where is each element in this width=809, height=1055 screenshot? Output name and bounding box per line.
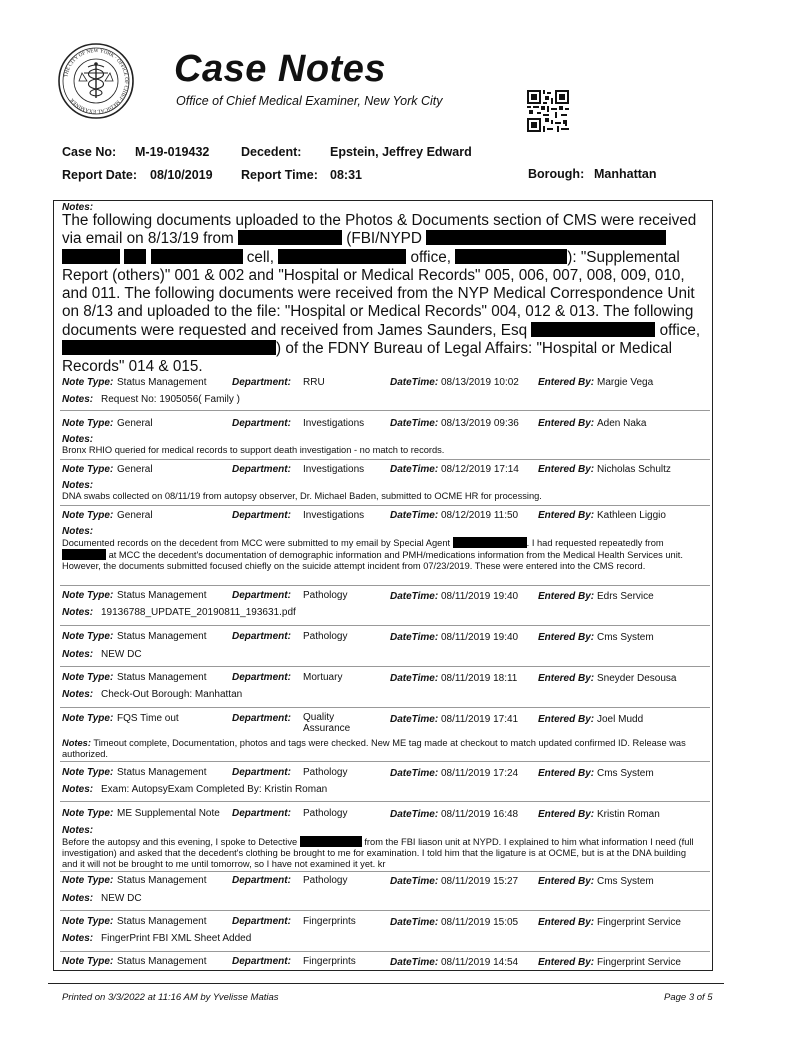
datetime-label: DateTime:: [390, 377, 439, 388]
department-label: Department:: [232, 713, 291, 724]
note-type-value: General: [117, 464, 153, 475]
department-value: Quality Assurance: [303, 712, 351, 734]
notes-label: Notes:: [62, 480, 94, 491]
department-label: Department:: [232, 875, 291, 886]
department-label: Department:: [232, 377, 291, 388]
department-label: Department:: [232, 808, 291, 819]
department-value: Pathology: [303, 875, 348, 886]
note-type-value: Status Management: [117, 875, 207, 886]
note-type-value: Status Management: [117, 631, 207, 642]
note-text: NEW DC: [101, 649, 142, 660]
note-type-label: Note Type:: [62, 956, 114, 967]
entered-by-label: Entered By:: [538, 591, 595, 602]
entered-by-label: Entered By:: [538, 632, 595, 643]
department-label: Department:: [232, 418, 291, 429]
printed-info: Printed on 3/3/2022 at 11:16 AM by Yvelisse Matias: [62, 992, 279, 1003]
entered-by-value: Margie Vega: [597, 377, 654, 388]
note-text: Documented records on the decedent from MCC were submitted to my email by Special Agent . I had requested repeatedly from at MCC the decedent's documentation of demographic information and PMH/medications information from the Medical Health Services unit. However, the documents submitted focused chiefly on the suicide attempt incident from 07/23/2019. These were entered into the CMS record.: [62, 538, 683, 571]
office-subtitle: Office of Chief Medical Examiner, New York City: [176, 94, 443, 108]
note-text: Before the autopsy and this evening, I spoke to Detective from the FBI liason unit at NYPD. I explained to him what information I need (full investigation) and asked that the decedent's clothing be brought to me for examination. I told him that the ligature is at OCME, but is at the DNA building and it will not be brought to me until tomorrow, so I have not examined it yet. kr: [62, 837, 694, 869]
department-value: Pathology: [303, 767, 348, 778]
datetime-value: 08/11/2019 15:05: [441, 917, 519, 928]
datetime-label: DateTime:: [390, 876, 439, 887]
datetime-label: DateTime:: [390, 768, 439, 779]
department-label: Department:: [232, 916, 291, 927]
note-type-value: ME Supplemental Note: [117, 808, 220, 819]
notes-label: Notes:: [62, 526, 94, 537]
note-type-label: Note Type:: [62, 916, 114, 927]
entered-by-value: Cms System: [597, 876, 654, 887]
note-text: Request No: 1905056( Family ): [101, 394, 240, 405]
datetime-value: 08/13/2019 09:36: [441, 418, 519, 429]
department-value: RRU: [303, 377, 325, 388]
note-type-label: Note Type:: [62, 875, 114, 886]
department-value: Investigations: [303, 510, 365, 521]
row-divider: [60, 459, 710, 460]
datetime-value: 08/11/2019 14:54: [441, 957, 519, 968]
note-text: FingerPrint FBI XML Sheet Added: [101, 933, 252, 944]
department-value: Mortuary: [303, 672, 343, 683]
row-divider: [60, 707, 710, 708]
department-label: Department:: [232, 510, 291, 521]
notes-label: Notes:: [62, 394, 94, 405]
entered-by-label: Entered By:: [538, 768, 595, 779]
borough-value: Manhattan: [594, 167, 657, 181]
datetime-value: 08/12/2019 17:14: [441, 464, 519, 475]
datetime-label: DateTime:: [390, 464, 439, 475]
datetime-value: 08/11/2019 19:40: [441, 632, 519, 643]
note-text: Exam: AutopsyExam Completed By: Kristin Roman: [101, 784, 328, 795]
footer-divider: [48, 983, 724, 984]
redaction: [62, 549, 106, 560]
datetime-value: 08/11/2019 17:24: [441, 768, 519, 779]
case-no-label: Case No:: [62, 145, 117, 159]
redaction: [300, 836, 362, 847]
department-label: Department:: [232, 631, 291, 642]
datetime-label: DateTime:: [390, 673, 439, 684]
department-value: Investigations: [303, 464, 365, 475]
notes-label: Notes:: [62, 649, 94, 660]
department-value: Investigations: [303, 418, 365, 429]
entered-by-label: Entered By:: [538, 673, 595, 684]
note-type-value: Status Management: [117, 956, 207, 967]
redaction: [124, 249, 146, 264]
entered-by-value: Sneyder Desousa: [597, 673, 677, 684]
notes-label: Notes:: [62, 933, 94, 944]
entered-by-label: Entered By:: [538, 714, 595, 725]
entered-by-value: Kathleen Liggio: [597, 510, 666, 521]
redaction: [62, 340, 276, 355]
datetime-value: 08/11/2019 19:40: [441, 591, 519, 602]
redaction: [531, 322, 655, 337]
note-type-label: Note Type:: [62, 672, 114, 683]
datetime-label: DateTime:: [390, 809, 439, 820]
note-text: 19136788_UPDATE_20190811_193631.pdf: [101, 607, 296, 618]
page-number: Page 3 of 5: [664, 992, 713, 1003]
svg-text:THE CITY OF NEW YORK · OFFICE: THE CITY OF NEW YORK · OFFICE OF CHIEF MEDICAL EXAMINER: [63, 47, 130, 115]
department-value: Pathology: [303, 631, 348, 642]
page-title: Case Notes: [174, 48, 386, 90]
note-text: NEW DC: [101, 893, 142, 904]
notes-label: Notes:: [62, 893, 94, 904]
department-value: Pathology: [303, 590, 348, 601]
notes-label: Notes:: [62, 689, 94, 700]
redaction: [455, 249, 567, 264]
row-divider: [60, 410, 710, 411]
entered-by-value: Nicholas Schultz: [597, 464, 671, 475]
department-label: Department:: [232, 672, 291, 683]
note-type-label: Note Type:: [62, 510, 114, 521]
report-date-label: Report Date:: [62, 168, 138, 182]
note-type-label: Note Type:: [62, 808, 114, 819]
decedent-value: Epstein, Jeffrey Edward: [330, 145, 472, 159]
note-type-value: General: [117, 418, 153, 429]
note-text: DNA swabs collected on 08/11/19 from autopsy observer, Dr. Michael Baden, submitted to OCME HR for processing.: [62, 491, 542, 501]
entered-by-value: Kristin Roman: [597, 809, 660, 820]
datetime-label: DateTime:: [390, 591, 439, 602]
row-divider: [60, 625, 710, 626]
datetime-value: 08/11/2019 15:27: [441, 876, 519, 887]
entered-by-value: Joel Mudd: [597, 714, 644, 725]
datetime-label: DateTime:: [390, 714, 439, 725]
redaction: [151, 249, 243, 264]
row-divider: [60, 505, 710, 506]
department-value: Fingerprints: [303, 956, 356, 967]
row-divider: [60, 666, 710, 667]
redaction: [453, 537, 527, 548]
entered-by-label: Entered By:: [538, 917, 595, 928]
note-type-value: Status Management: [117, 672, 207, 683]
entered-by-value: Fingerprint Service: [597, 917, 681, 928]
entered-by-value: Fingerprint Service: [597, 957, 681, 968]
entered-by-value: Aden Naka: [597, 418, 647, 429]
decedent-label: Decedent:: [241, 145, 302, 159]
datetime-value: 08/13/2019 10:02: [441, 377, 519, 388]
notes-label: Notes:: [62, 784, 94, 795]
note-type-value: FQS Time out: [117, 713, 179, 724]
note-type-value: Status Management: [117, 590, 207, 601]
note-type-label: Note Type:: [62, 464, 114, 475]
department-label: Department:: [232, 590, 291, 601]
entered-by-value: Cms System: [597, 768, 654, 779]
redaction: [278, 249, 406, 264]
note-text: Check-Out Borough: Manhattan: [101, 689, 243, 700]
datetime-value: 08/11/2019 16:48: [441, 809, 519, 820]
report-time-label: Report Time:: [241, 168, 318, 182]
row-divider: [60, 871, 710, 872]
entered-by-value: Cms System: [597, 632, 654, 643]
row-divider: [60, 951, 710, 952]
report-time-value: 08:31: [330, 168, 362, 182]
redaction: [238, 230, 342, 245]
row-divider: [60, 801, 710, 802]
borough-label: Borough:: [528, 167, 585, 181]
redaction: [62, 249, 120, 264]
summary-notes-text: The following documents uploaded to the Photos & Documents section of CMS were received via email on 8/13/19 from (FBI/NYPD cell, office, ): "Supplemental Report (others)" 001 & 002 and "Hospital or Medical Records" 005, 006, 007, 008, 009, 010, and 011. The following documents were received from the NYP Medical Correspondence Unit on 8/13 and uploaded to the file: "Hospital or Medical Records" 004, 012 & 013. The following documents were requested and received from James Saunders, Esq office, ) of the FDNY Bureau of Legal Affairs: "Hospital or Medical Records" 014 & 015.: [62, 212, 701, 376]
datetime-value: 08/12/2019 11:50: [441, 510, 519, 521]
case-no-value: M-19-019432: [135, 145, 210, 159]
note-type-value: General: [117, 510, 153, 521]
qr-code-icon: [527, 90, 569, 132]
datetime-label: DateTime:: [390, 917, 439, 928]
note-type-label: Note Type:: [62, 590, 114, 601]
row-divider: [60, 761, 710, 762]
department-label: Department:: [232, 464, 291, 475]
note-type-label: Note Type:: [62, 377, 114, 388]
note-type-value: Status Management: [117, 767, 207, 778]
datetime-value: 08/11/2019 18:11: [441, 673, 518, 684]
row-divider: [60, 585, 710, 586]
note-type-value: Status Management: [117, 377, 207, 388]
entered-by-label: Entered By:: [538, 957, 595, 968]
entered-by-value: Edrs Service: [597, 591, 654, 602]
notes-label: Notes:: [62, 434, 94, 445]
department-label: Department:: [232, 767, 291, 778]
note-type-label: Note Type:: [62, 418, 114, 429]
notes-label: Notes:: [62, 607, 94, 618]
note-text: Notes: Timeout complete, Documentation, photos and tags were checked. New ME tag made at checkout to match updated confirmed ID. Release was authorized.: [62, 738, 686, 759]
entered-by-label: Entered By:: [538, 809, 595, 820]
entered-by-label: Entered By:: [538, 464, 595, 475]
datetime-label: DateTime:: [390, 632, 439, 643]
note-text: Bronx RHIO queried for medical records to support death investigation - no match to records.: [62, 445, 445, 455]
entered-by-label: Entered By:: [538, 876, 595, 887]
datetime-label: DateTime:: [390, 957, 439, 968]
department-value: Fingerprints: [303, 916, 356, 927]
ocme-seal-logo: [58, 43, 134, 119]
datetime-label: DateTime:: [390, 510, 439, 521]
entered-by-label: Entered By:: [538, 418, 595, 429]
datetime-label: DateTime:: [390, 418, 439, 429]
department-value: Pathology: [303, 808, 348, 819]
report-date-value: 08/10/2019: [150, 168, 213, 182]
entered-by-label: Entered By:: [538, 510, 595, 521]
note-type-value: Status Management: [117, 916, 207, 927]
note-type-label: Note Type:: [62, 631, 114, 642]
note-type-label: Note Type:: [62, 767, 114, 778]
notes-label: Notes:: [62, 825, 94, 836]
datetime-value: 08/11/2019 17:41: [441, 714, 519, 725]
entered-by-label: Entered By:: [538, 377, 595, 388]
redaction: [426, 230, 666, 245]
department-label: Department:: [232, 956, 291, 967]
note-type-label: Note Type:: [62, 713, 114, 724]
summary-notes-label: Notes:: [62, 202, 94, 213]
row-divider: [60, 910, 710, 911]
